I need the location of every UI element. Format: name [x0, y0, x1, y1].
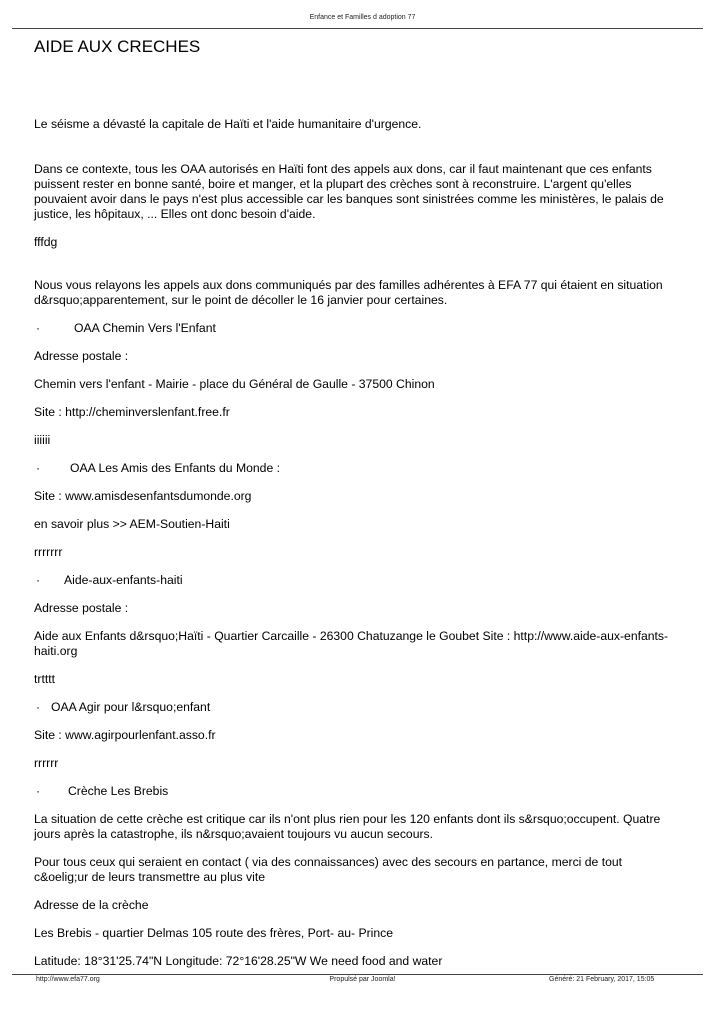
paragraph: Pour tous ceux qui seraient en contact ( via des connaissances) avec des secours en partance, merci de tout c&oelig;ur de leurs transmettre au plus vite	[34, 855, 623, 884]
bullet-dot: ·	[36, 461, 41, 475]
header-divider	[12, 28, 703, 29]
paragraph: rrrrrr	[34, 756, 59, 770]
bullet-label: OAA Chemin Vers l'Enfant	[74, 321, 216, 335]
paragraph: Les Brebis - quartier Delmas 105 route des frères, Port- au- Prince	[34, 926, 394, 940]
paragraph: en savoir plus >> AEM-Soutien-Haiti	[34, 517, 230, 531]
paragraph: rrrrrrr	[34, 545, 63, 559]
paragraph: Site : www.amisdesenfantsdumonde.org	[34, 489, 252, 503]
paragraph: Adresse postale :	[34, 601, 129, 615]
paragraph: trtttt	[34, 672, 55, 686]
bullet-item	[34, 573, 674, 588]
bullet-dot: ·	[36, 784, 41, 798]
paragraph: La situation de cette crèche est critique car ils n'ont plus rien pour les 120 enfants dont ils s&rsquo;occupent. Quatre jours après la catastrophe, ils n&rsquo;avaient toujours vu aucun secours.	[34, 812, 661, 841]
footer-generated-date: Généré: 21 February, 2017, 15:05	[549, 976, 655, 983]
footer-powered-by: Propulsé par Joomla!	[329, 976, 396, 983]
paragraph: Adresse postale :	[34, 349, 129, 363]
bullet-item	[34, 461, 674, 476]
site-header: Enfance et Familles d adoption 77	[309, 14, 416, 21]
bullet-item	[34, 321, 674, 336]
footer-url: http://www.efa77.org	[36, 976, 100, 983]
bullet-label: Crèche Les Brebis	[68, 784, 169, 798]
bullet-dot: ·	[36, 573, 41, 587]
paragraph: Site : www.agirpourlenfant.asso.fr	[34, 728, 216, 742]
bullet-label: OAA Les Amis des Enfants du Monde :	[70, 461, 281, 475]
bullet-dot: ·	[36, 321, 41, 335]
paragraph: Dans ce contexte, tous les OAA autorisés en Haïti font des appels aux dons, car il faut maintenant que ces enfants puissent rester en bonne santé, boire et manger, et la plupart des crèches sont à reconstruire. L'argent qu'elles pouvaient avoir dans le pays n'est plus accessible car les banques sont sinistrées comme les ministères, le palais de justice, les hôpitaux, ... Elles ont donc besoin d'aide.	[34, 162, 664, 221]
paragraph: Latitude: 18°31'25.74"N Longitude: 72°16'28.25"W We need food and water	[34, 954, 443, 968]
bullet-dot: ·	[36, 700, 41, 714]
paragraph: fffdg	[34, 235, 58, 249]
bullet-item	[34, 700, 674, 715]
paragraph: Chemin vers l'enfant - Mairie - place du Général de Gaulle - 37500 Chinon	[34, 377, 435, 391]
paragraph: Le séisme a dévasté la capitale de Haïti et l'aide humanitaire d'urgence.	[34, 117, 422, 131]
paragraph: Nous vous relayons les appels aux dons communiqués par des familles adhérentes à EFA 77 qui étaient en situation d&rsquo;apparentement, sur le point de décoller le 16 janvier pour certaines.	[34, 278, 663, 307]
footer-divider	[12, 974, 703, 975]
paragraph: Adresse de la crèche	[34, 898, 149, 912]
paragraph: Site : http://cheminverslenfant.free.fr	[34, 405, 230, 419]
bullet-item	[34, 784, 674, 799]
paragraph: Aide aux Enfants d&rsquo;Haïti - Quartier Carcaille - 26300 Chatuzange le Goubet Site : http://www.aide-aux-enfants-haiti.org	[34, 629, 669, 658]
bullet-label: OAA Agir pour l&rsquo;enfant	[51, 700, 211, 714]
page-title: AIDE AUX CRECHES	[34, 37, 201, 56]
paragraph: iiiiii	[34, 433, 51, 447]
bullet-label: Aide-aux-enfants-haiti	[64, 573, 183, 587]
article-body	[34, 117, 674, 969]
